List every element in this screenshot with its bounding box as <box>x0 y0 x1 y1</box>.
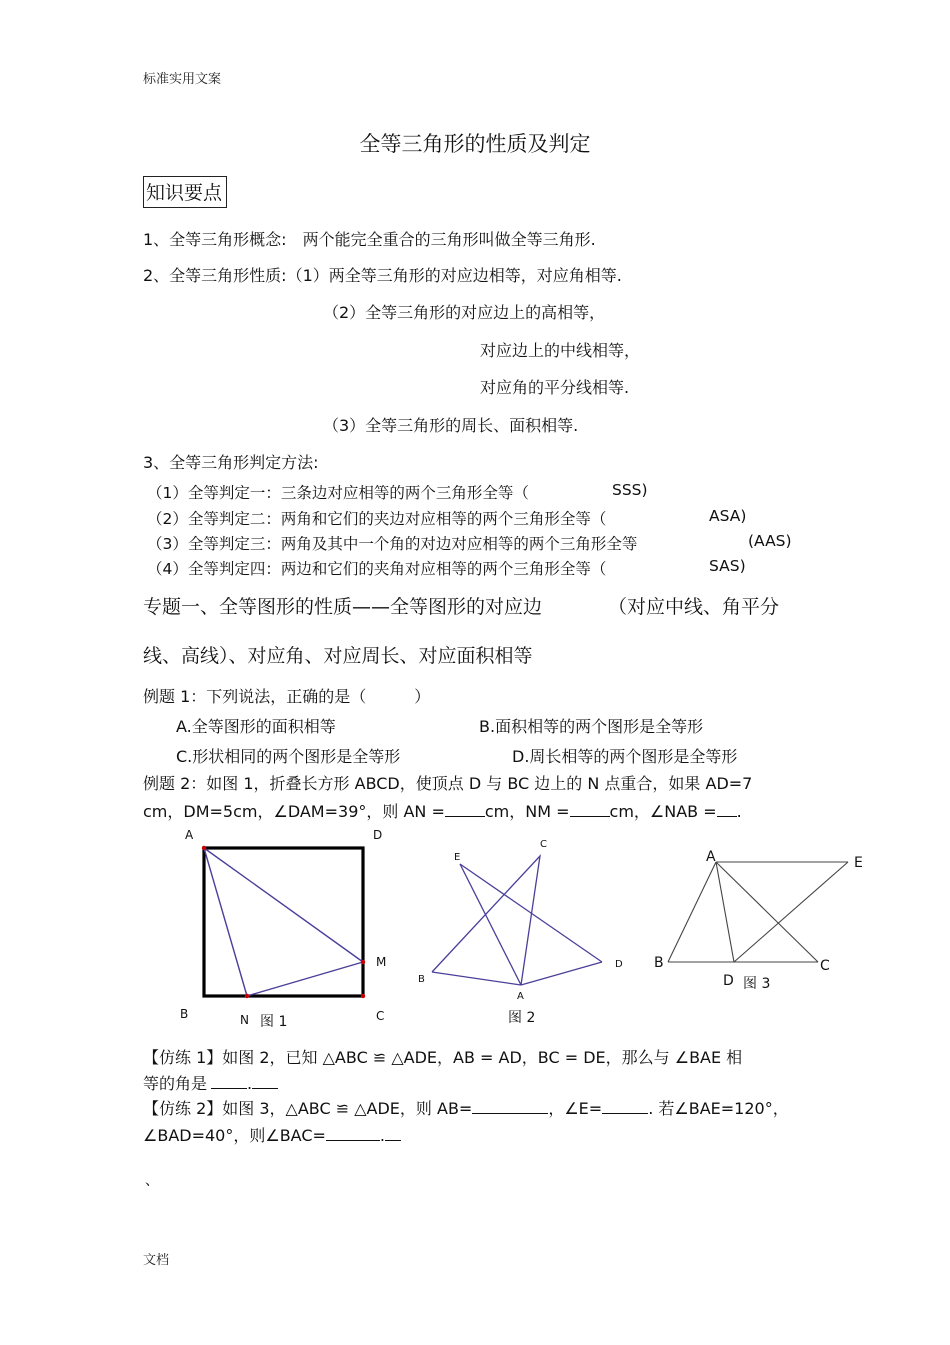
fig3-label-e: E <box>854 855 863 871</box>
point-a <box>202 846 206 850</box>
point-2-2b: 对应边上的中线相等， <box>480 341 641 360</box>
fig1-label-m: M <box>376 955 387 969</box>
stray-mark: 、 <box>145 1173 159 1189</box>
method-3-abbr: (AAS) <box>748 532 792 550</box>
example-1-option-b: B.面积相等的两个图形是全等形 <box>479 717 704 736</box>
point-2-3: （3）全等三角形的周长、面积相等. <box>323 416 579 435</box>
practice-2-text-b: ，∠E= <box>548 1099 603 1118</box>
practice-2-text-a: 【仿练 2】如图 3，△ABC ≌ △ADE，则 AB= <box>143 1099 473 1118</box>
answer-blank-ab[interactable] <box>472 1098 548 1114</box>
example-2-text-d: . <box>736 802 742 821</box>
method-2: （2）全等判定二：两角和它们的夹边对应相等的两个三角形全等（ <box>147 510 607 528</box>
example-2-text-b: cm，NM = <box>484 802 570 821</box>
fig2-label-e: E <box>454 852 461 863</box>
point-c <box>361 994 365 998</box>
example-2-text-c: cm，∠NAB = <box>609 802 717 821</box>
method-1: （1）全等判定一：三条边对应相等的两个三角形全等（ <box>147 484 529 502</box>
fig1-label-c: C <box>376 1009 385 1023</box>
fig1-label-d: D <box>373 828 383 842</box>
triangle-abc <box>432 856 540 985</box>
point-n <box>245 994 249 998</box>
fig3-label-a: A <box>706 849 716 865</box>
method-4: （4）全等判定四：两边和它们的夹角对应相等的两个三角形全等（ <box>147 560 607 578</box>
example-1-stem: 例题 1：下列说法，正确的是（ ） <box>143 687 431 706</box>
fig3-label-b: B <box>654 955 664 971</box>
figure-3 <box>668 862 848 962</box>
topic-line-1a: 专题一、全等图形的性质——全等图形的对应边 <box>143 596 543 618</box>
practice-1-text-a: 等的角是 <box>143 1074 208 1093</box>
example-2-text-a: cm，DM=5cm，∠DAM=39°，则 AN = <box>143 802 445 821</box>
segment-ea <box>460 864 521 985</box>
page-title: 全等三角形的性质及判定 <box>359 132 591 156</box>
fig2-label-a: A <box>517 991 524 1002</box>
segment-de <box>734 862 848 962</box>
fig1-label-a: A <box>185 828 194 842</box>
method-3: （3）全等判定三：两角及其中一个角的对边对应相等的两个三角形全等 <box>147 535 638 553</box>
topic-line-2: 线、高线）、对应角、对应周长、对应面积相等 <box>143 645 533 667</box>
segment-ab <box>668 862 716 962</box>
practice-2-text-d: ∠BAD=40°，则∠BAC= <box>143 1126 326 1145</box>
point-1: 1、全等三角形概念: 两个能完全重合的三角形叫做全等三角形. <box>143 230 596 249</box>
example-1-option-c: C.形状相同的两个图形是全等形 <box>176 747 401 766</box>
segment-ad <box>521 962 602 985</box>
point-3: 3、全等三角形判定方法: <box>143 453 319 472</box>
point-2-2c: 对应角的平分线相等. <box>480 378 630 397</box>
practice-1-text-b: . <box>247 1074 253 1093</box>
fig1-caption: 图 1 <box>260 1014 288 1030</box>
fig1-label-n: N <box>240 1013 249 1027</box>
answer-blank-e[interactable] <box>602 1098 648 1114</box>
practice-1-line-2 <box>143 1071 278 1094</box>
figure-2 <box>432 856 602 985</box>
segment-ba <box>432 972 521 985</box>
section-heading-box: 知识要点 <box>143 176 227 208</box>
figure-1 <box>202 846 365 998</box>
segment-nm <box>247 962 363 996</box>
method-4-abbr: SAS) <box>709 557 746 575</box>
segment-an <box>204 848 247 996</box>
fig1-label-b: B <box>180 1007 189 1021</box>
answer-blank-bac-tail <box>385 1125 401 1141</box>
fig2-label-c: C <box>540 839 547 850</box>
segment-ed <box>460 864 602 962</box>
example-1-option-a: A.全等图形的面积相等 <box>176 717 336 736</box>
segment-am <box>204 848 363 962</box>
method-1-abbr: SSS) <box>612 481 648 499</box>
point-2: 2、全等三角形性质:（1）两全等三角形的对应边相等，对应角相等. <box>143 266 622 285</box>
practice-2-text-c: . 若∠BAE=120°， <box>648 1099 789 1118</box>
practice-2-line-2 <box>143 1123 401 1146</box>
fig2-label-d: D <box>615 959 623 970</box>
page-footer: 文档 <box>143 1253 170 1268</box>
answer-blank-angle-tail <box>252 1073 278 1089</box>
practice-2-line-1 <box>143 1096 789 1119</box>
answer-blank-angle[interactable] <box>211 1073 247 1089</box>
fig3-label-d: D <box>723 973 734 989</box>
example-1-option-d: D.周长相等的两个图形是全等形 <box>512 747 738 766</box>
fig3-caption: 图 3 <box>743 976 771 992</box>
practice-1-line-1: 【仿练 1】如图 2，已知 △ABC ≌ △ADE，AB = AD，BC = DE，那么与 ∠BAE 相 <box>143 1048 743 1067</box>
fig2-caption: 图 2 <box>508 1010 536 1026</box>
example-2-line-1: 例题 2：如图 1，折叠长方形 ABCD，使顶点 D 与 BC 边上的 N 点重合，如果 AD=7 <box>143 774 753 793</box>
practice-2-text-e: . <box>379 1126 386 1145</box>
fig2-label-b: B <box>418 974 425 985</box>
page-header: 标准实用文案 <box>143 72 222 87</box>
fig3-label-c: C <box>820 958 830 974</box>
answer-blank-bac[interactable] <box>326 1125 380 1141</box>
rectangle-abcd <box>204 848 363 996</box>
point-m <box>361 960 365 964</box>
method-2-abbr: ASA) <box>709 507 747 525</box>
point-2-2: （2）全等三角形的对应边上的高相等， <box>323 303 606 322</box>
topic-line-1b: （对应中线、角平分 <box>608 596 780 618</box>
